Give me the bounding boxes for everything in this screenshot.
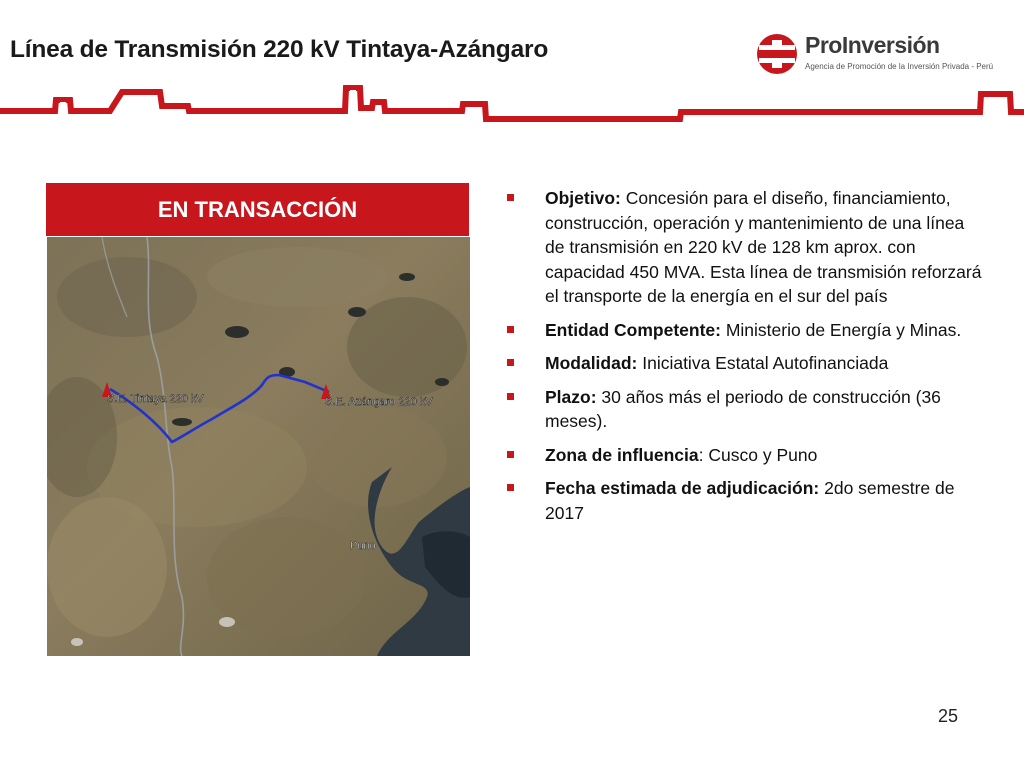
page-number: 25 bbox=[938, 706, 959, 726]
bullet-text: 30 años más el periodo de construcción (36 meses). bbox=[545, 386, 941, 431]
logo-name: ProInversión bbox=[805, 32, 940, 58]
bullet-label: Zona de influencia bbox=[545, 444, 699, 465]
bullet-text: Ministerio de Energía y Minas. bbox=[720, 319, 962, 340]
bullet-entidad-competente bbox=[507, 318, 987, 343]
status-banner: EN TRANSACCIÓN bbox=[46, 183, 469, 236]
proinversion-logo-icon bbox=[755, 32, 799, 76]
bullet-plazo bbox=[507, 385, 987, 434]
bullet-modalidad bbox=[507, 351, 987, 376]
square-bullet-icon bbox=[507, 194, 514, 201]
square-bullet-icon bbox=[507, 359, 514, 366]
bullet-label: Fecha estimada de adjudicación: bbox=[545, 478, 820, 498]
bullet-text: : Cusco y Puno bbox=[698, 444, 818, 465]
bullet-objetivo bbox=[507, 186, 987, 309]
map-label-azangaro: S.E. Azángaro 220 kV bbox=[325, 396, 433, 408]
bullet-text: Concesión para el diseño, financiamiento, construcción, operación y mantenimiento de una línea de transmisión en 220 kV de 128 km aprox. con capacidad 450 MVA. Esta línea de transmisión reforzará el transporte de la energía en el sur del país bbox=[545, 188, 982, 306]
bullet-text: Iniciativa Estatal Autofinanciada bbox=[637, 353, 889, 373]
bullet-label: Plazo: bbox=[545, 386, 597, 407]
satellite-map bbox=[47, 237, 470, 656]
slide-title: Línea de Transmisión 220 kV Tintaya-Azángaro bbox=[10, 36, 549, 63]
bullet-fecha-adjudicacion bbox=[507, 476, 987, 525]
map-label-puno: Puno bbox=[350, 540, 376, 552]
bullet-zona-influencia bbox=[507, 443, 987, 468]
map-label-tintaya: S.E. Tintaya 220 kV bbox=[107, 393, 204, 405]
decorative-red-line bbox=[0, 82, 1024, 126]
bullet-label: Entidad Competente: bbox=[545, 319, 721, 340]
project-details-list bbox=[507, 186, 987, 534]
square-bullet-icon bbox=[507, 451, 514, 458]
square-bullet-icon bbox=[507, 393, 514, 400]
bullet-label: Modalidad: bbox=[545, 353, 638, 373]
logo-tagline: Agencia de Promoción de la Inversión Privada - Perú bbox=[805, 62, 994, 71]
bullet-label: Objetivo: bbox=[545, 188, 621, 208]
square-bullet-icon bbox=[507, 326, 514, 333]
proinversion-logo bbox=[755, 30, 994, 78]
square-bullet-icon bbox=[507, 484, 514, 491]
bullet-text: 2do semestre de 2017 bbox=[545, 478, 955, 523]
